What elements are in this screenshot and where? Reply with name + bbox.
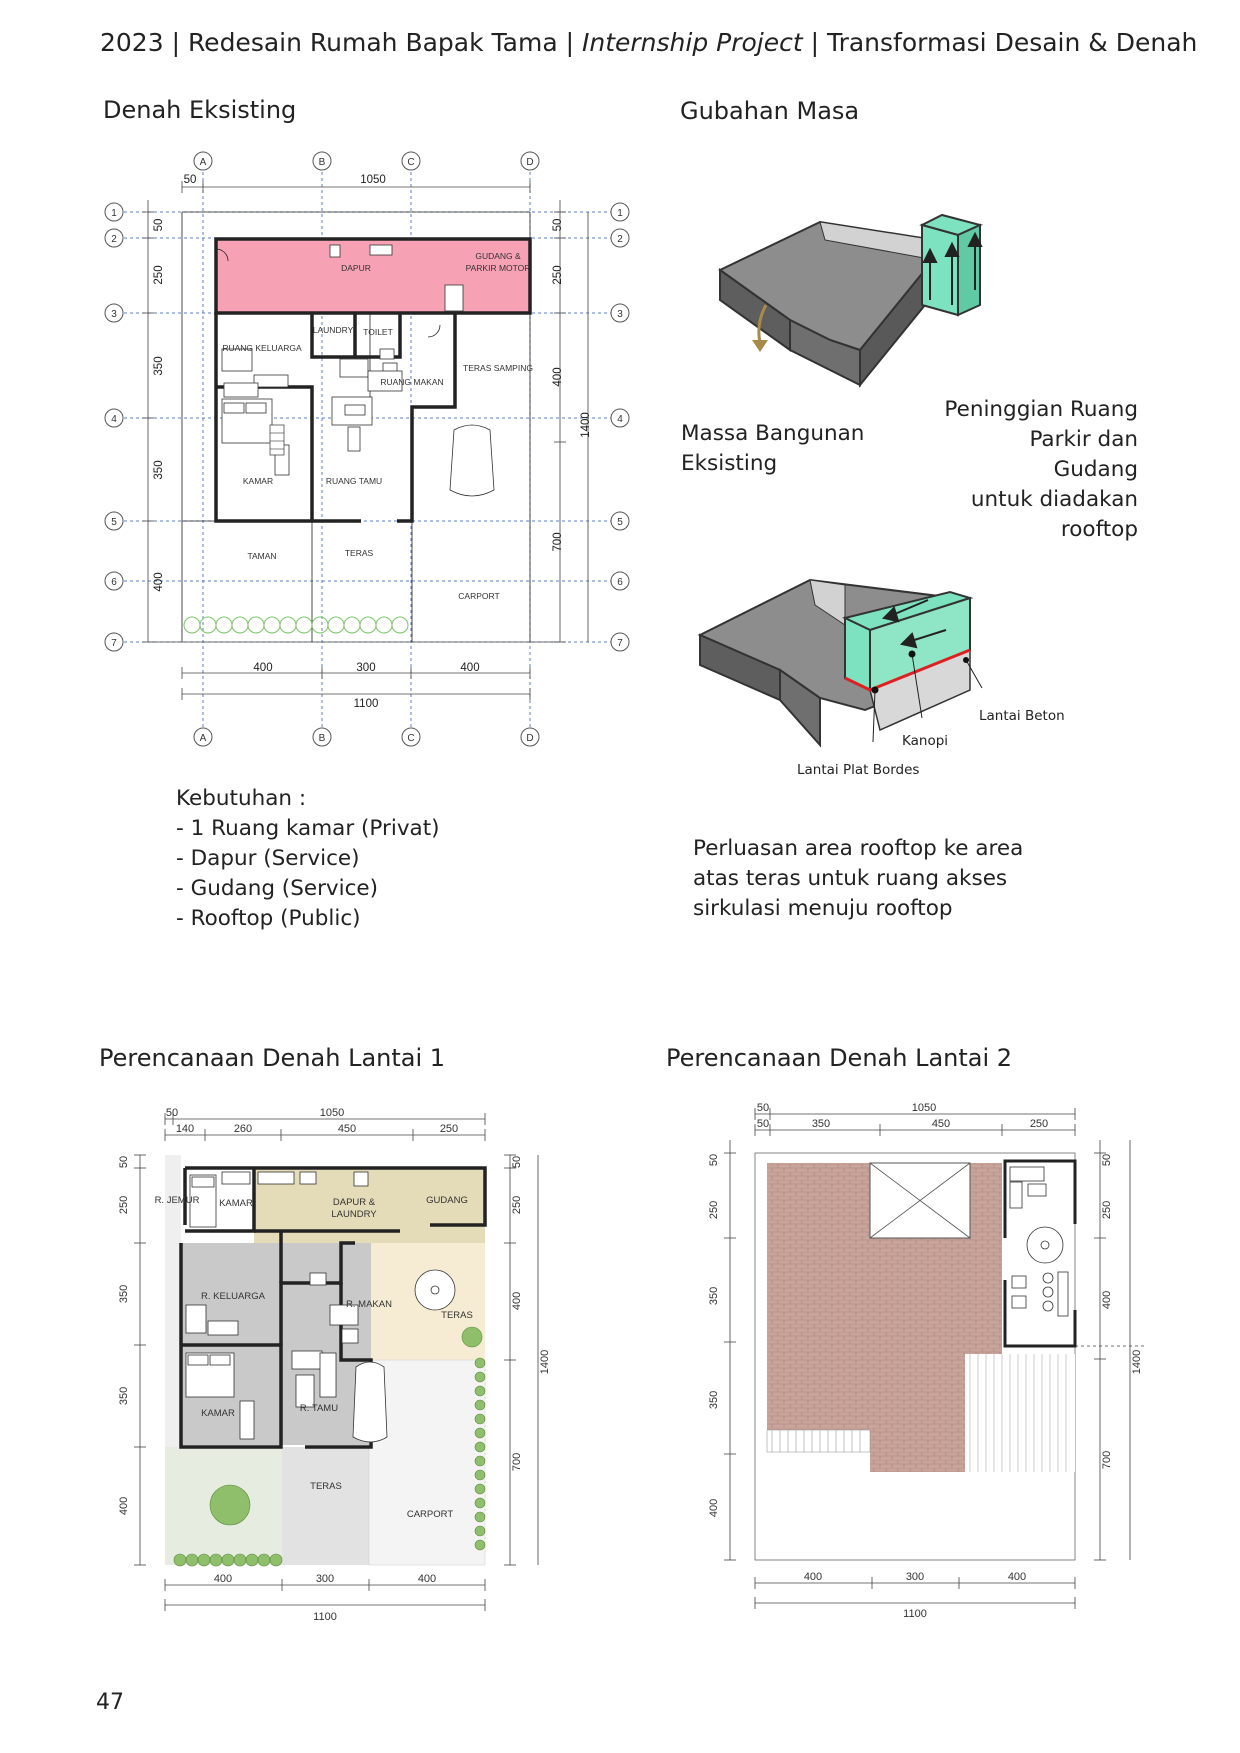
p1-room-carport: CARPORT: [406, 1509, 454, 1520]
p1-dim-left-350b: 350: [118, 1386, 130, 1406]
room-carport: CARPORT: [458, 591, 500, 601]
p2-dim-250: 250: [1029, 1118, 1049, 1130]
p2-dim-left-50: 50: [708, 1153, 720, 1167]
p2-dim-right-700: 700: [1101, 1450, 1113, 1470]
p1-room-keluarga: R. KELUARGA: [201, 1291, 265, 1302]
room-teras-samping: TERAS SAMPING: [463, 363, 533, 373]
p2-dim-bottom-1100: 1100: [903, 1608, 927, 1620]
p1-dim-right-400: 400: [511, 1291, 523, 1311]
needs-heading: Kebutuhan :: [176, 786, 307, 811]
grid-col-d: D: [526, 157, 534, 168]
plan1-floor-plan: [110, 1105, 560, 1625]
p1-dim-left-400: 400: [118, 1496, 130, 1516]
p1-dim-bottom-1100: 1100: [313, 1611, 337, 1623]
p1-room-kamar: KAMAR: [201, 1408, 235, 1419]
p1-room-gudang: GUDANG: [426, 1195, 468, 1206]
p1-dim-right-1400: 1400: [539, 1349, 551, 1375]
grid-row-6: 6: [111, 577, 117, 588]
expansion-text-line3: sirkulasi menuju rooftop: [693, 896, 953, 921]
needs-item-4: - Rooftop (Public): [176, 906, 361, 931]
existing-floor-plan: [100, 145, 660, 750]
room-ruang-makan: RUANG MAKAN: [380, 377, 444, 387]
grid-row-4-right: 4: [617, 414, 623, 425]
p1-dim-top-1050: 1050: [319, 1107, 345, 1119]
p2-dim-top-1050: 1050: [911, 1102, 937, 1114]
p1-dim-top-50: 50: [165, 1107, 179, 1119]
dim-right-400: 400: [552, 367, 564, 387]
mass-label-raise-line4: rooftop: [1060, 517, 1138, 542]
dim-bottom-400b: 400: [460, 662, 480, 674]
p2-dim-right-250: 250: [1101, 1200, 1113, 1220]
p2-dim-left-400: 400: [708, 1498, 720, 1518]
dim-right-700: 700: [552, 532, 564, 552]
p2-dim-right-1400: 1400: [1131, 1349, 1143, 1375]
mass-title: Gubahan Masa: [680, 97, 860, 125]
needs-item-2: - Dapur (Service): [176, 846, 360, 871]
p1-dim-bottom-400b: 400: [417, 1573, 437, 1585]
grid-row-2: 2: [111, 234, 117, 245]
p1-dim-right-700: 700: [511, 1452, 523, 1472]
hedge-row: [184, 617, 408, 633]
plan2-title: Perencanaan Denah Lantai 2: [666, 1044, 1013, 1072]
mass-label-plate: Lantai Plat Bordes: [797, 762, 920, 778]
room-ruang-keluarga: RUANG KELUARGA: [222, 343, 302, 353]
dim-top-1050: 1050: [360, 174, 386, 186]
dim-bottom-400a: 400: [253, 662, 273, 674]
p1-room-dapur2: LAUNDRY: [331, 1209, 377, 1220]
grid-row-3-right: 3: [617, 309, 623, 320]
p1-dim-450: 450: [337, 1123, 357, 1135]
plan1-title: Perencanaan Denah Lantai 1: [99, 1044, 446, 1072]
p2-dim-bottom-400a: 400: [803, 1571, 823, 1583]
dim-left-350a: 350: [153, 356, 165, 376]
room-dapur: DAPUR: [341, 263, 371, 273]
dim-right-50: 50: [552, 218, 564, 232]
grid-row-5-right: 5: [617, 517, 623, 528]
expansion-text-line1: Perluasan area rooftop ke area: [693, 836, 1024, 861]
grid-col-b: B: [318, 157, 326, 168]
grid-row-7: 7: [111, 638, 117, 649]
dim-left-400: 400: [153, 572, 165, 592]
p1-room-tamu: R. TAMU: [299, 1403, 339, 1414]
grid-row-3: 3: [111, 309, 117, 320]
room-parkir: PARKIR MOTOR: [465, 263, 531, 273]
p2-dim-left-250: 250: [708, 1200, 720, 1220]
mass-label-raise-line2: Parkir dan Gudang: [1029, 427, 1138, 482]
existing-plan-title: Denah Eksisting: [103, 96, 297, 124]
p1-room-kamar-top: KAMAR: [219, 1198, 253, 1209]
mass-existing-diagram: [690, 200, 1020, 400]
mass-label-raise-line3: untuk diadakan: [970, 487, 1138, 512]
mass-label-existing-line2: Eksisting: [681, 451, 778, 476]
p2-dim-top-50: 50: [756, 1102, 770, 1114]
p1-dim-left-50: 50: [118, 1155, 130, 1169]
dim-bottom-300: 300: [356, 662, 376, 674]
mass-expansion-diagram: [680, 570, 1000, 760]
mass-label-existing-line1: Massa Bangunan: [681, 421, 865, 446]
grid-row-2-right: 2: [617, 234, 623, 245]
p1-room-jemur: R. JEMUR: [154, 1195, 200, 1206]
dim-right-250: 250: [552, 265, 564, 285]
p2-dim-450: 450: [931, 1118, 951, 1130]
p1-room-makan: R. MAKAN: [346, 1299, 392, 1310]
room-kamar: KAMAR: [242, 476, 274, 486]
p1-dim-250: 250: [439, 1123, 459, 1135]
dim-left-350b: 350: [153, 460, 165, 480]
dim-right-1400: 1400: [580, 412, 592, 438]
p1-dim-bottom-300: 300: [315, 1573, 335, 1585]
expansion-text: [693, 834, 1023, 924]
header-prefix: 2023 | Redesain Rumah Bapak Tama |: [100, 28, 582, 57]
p2-dim-right-400: 400: [1101, 1290, 1113, 1310]
grid-col-c: C: [407, 157, 415, 168]
grid-row-5: 5: [111, 517, 117, 528]
dim-top-50: 50: [183, 174, 197, 186]
grid-col-a-bottom: A: [199, 733, 207, 744]
expansion-text-line2: atas teras untuk ruang akses: [693, 866, 1008, 891]
p1-dim-260: 260: [233, 1123, 253, 1135]
p1-dim-140: 140: [175, 1123, 195, 1135]
p1-dim-right-50: 50: [511, 1155, 523, 1169]
page-number: 47: [96, 1690, 124, 1715]
mass-label-concrete: Lantai Beton: [979, 708, 1065, 724]
grid-row-6-right: 6: [617, 577, 623, 588]
p1-dim-left-350a: 350: [118, 1284, 130, 1304]
mass-label-raise-line1: Peninggian Ruang: [944, 397, 1138, 422]
needs-item-3: - Gudang (Service): [176, 876, 379, 901]
p2-dim-left-350a: 350: [708, 1286, 720, 1306]
grid-col-b-bottom: B: [318, 733, 326, 744]
p1-room-teras-side: TERAS: [441, 1310, 473, 1321]
grid-col-c-bottom: C: [407, 733, 415, 744]
grid-col-d-bottom: D: [526, 733, 534, 744]
room-teras: TERAS: [344, 548, 374, 558]
p2-dim-350: 350: [811, 1118, 831, 1130]
grid-row-1: 1: [111, 208, 117, 219]
grid-row-4: 4: [111, 414, 117, 425]
page-header: [100, 28, 1197, 57]
p1-dim-right-250: 250: [511, 1195, 523, 1215]
grid-col-a: A: [199, 157, 207, 168]
p2-dim-left-350b: 350: [708, 1390, 720, 1410]
mass-label-existing: [681, 419, 864, 479]
header-italic: Internship Project: [581, 28, 803, 57]
needs-item-1: - 1 Ruang kamar (Privat): [176, 816, 440, 841]
room-ruang-tamu: RUANG TAMU: [325, 476, 383, 486]
dim-left-50: 50: [153, 218, 165, 232]
p1-dim-bottom-400a: 400: [213, 1573, 233, 1585]
p2-dim-right-50: 50: [1101, 1153, 1113, 1167]
room-laundry: LAUNDRY: [312, 325, 354, 335]
grid-row-7-right: 7: [617, 638, 623, 649]
room-gudang: GUDANG &: [475, 251, 521, 261]
header-suffix: | Transformasi Desain & Denah: [802, 28, 1198, 57]
mass-label-raise: [940, 395, 1138, 545]
p1-dim-left-250: 250: [118, 1195, 130, 1215]
grid-row-1-right: 1: [617, 208, 623, 219]
p1-room-teras: TERAS: [310, 1481, 342, 1492]
needs-block: [176, 784, 440, 934]
room-taman: TAMAN: [247, 551, 277, 561]
p2-dim-bottom-400b: 400: [1007, 1571, 1027, 1583]
p1-room-dapur1: DAPUR &: [332, 1197, 376, 1208]
dim-left-250: 250: [153, 265, 165, 285]
room-toilet: TOILET: [363, 327, 393, 337]
mass-label-canopy: Kanopi: [902, 733, 949, 749]
dim-bottom-1100: 1100: [353, 698, 379, 710]
plan2-floor-plan: [700, 1100, 1160, 1625]
p2-dim-50: 50: [756, 1118, 770, 1130]
p2-dim-bottom-300: 300: [905, 1571, 925, 1583]
